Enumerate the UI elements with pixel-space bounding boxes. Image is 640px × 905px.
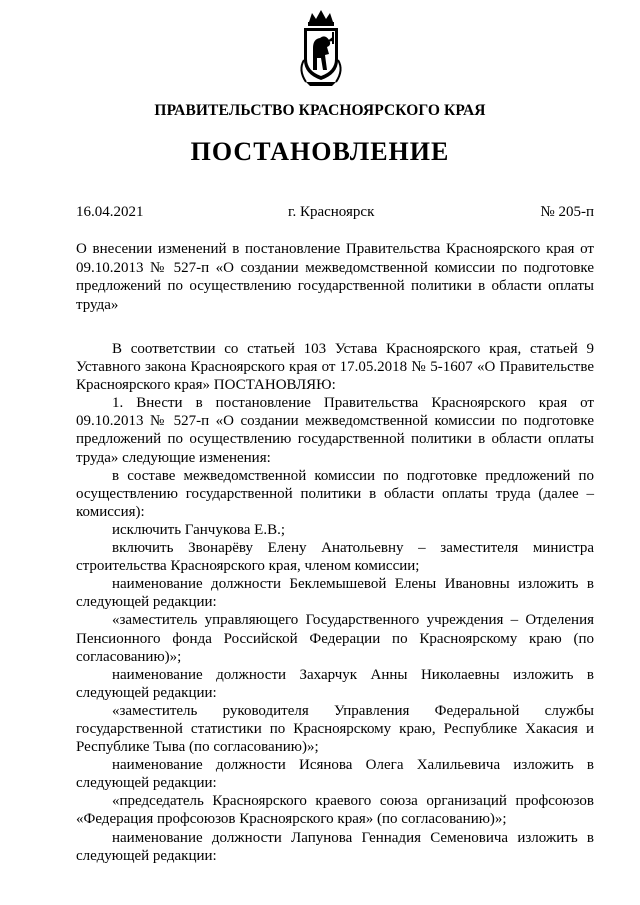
paragraph: «заместитель руководителя Управления Федеральной службы государственной статистики по Красноярскому краю, Республике Хакасия и Республике Тыва (по согласованию)»; [76, 702, 594, 756]
paragraph: «заместитель управляющего Государственного учреждения – Отделения Пенсионного фонда Российской Федерации по Красноярскому краю (по согласованию)»; [76, 612, 594, 665]
paragraph: наименование должности Беклемышевой Елены Ивановны изложить в следующей редакции: [76, 576, 594, 611]
paragraph: наименование должности Лапунова Геннадия Семеновича изложить в следующей редакции: [76, 829, 594, 864]
paragraph: в составе межведомственной комиссии по подготовке предложений по осуществлению государственной политики в области оплаты труда (далее – комиссия): [76, 467, 594, 520]
paragraph: исключить Ганчукова Е.В.; [112, 521, 285, 538]
paragraph: наименование должности Захарчук Анны Николаевны изложить в следующей редакции: [76, 666, 594, 701]
document-subject: О внесении изменений в постановление Правительства Красноярского края от 09.10.2013 № 527-п «О создании межведомственной комиссии по подготовке предложений по осуществлению государственной политики в области оплаты труда» [76, 241, 594, 313]
document-number: № 205-п [540, 204, 594, 220]
paragraph: «председатель Красноярского краевого союза организаций профсоюзов «Федерация профсоюзов Красноярского края» (по согласованию)»; [76, 793, 594, 828]
paragraph: 1. Внести в постановление Правительства Красноярского края от 09.10.2013 № 527-п «О создании межведомственной комиссии по подготовке предложений по осуществлению государственной политики в области оплаты труда» следующие изменения: [76, 395, 594, 466]
document-date: 16.04.2021 [76, 204, 144, 220]
document-type-title: ПОСТАНОВЛЕНИЕ [190, 137, 450, 166]
document-body [76, 340, 594, 865]
government-name: ПРАВИТЕЛЬСТВО КРАСНОЯРСКОГО КРАЯ [154, 102, 486, 119]
coat-of-arms-emblem-icon [296, 8, 346, 88]
document-meta-line [76, 204, 594, 224]
paragraph: включить Звонарёву Елену Анатольевну – заместителя министра строительства Красноярского края, членом комиссии; [76, 540, 594, 575]
paragraph: В соответствии со статьей 103 Устава Красноярского края, статьей 9 Уставного закона Красноярского края от 17.05.2018 № 5-1607 «О Правительстве Красноярского края» ПОСТАНОВЛЯЮ: [76, 341, 594, 394]
paragraph: наименование должности Исянова Олега Халильевича изложить в следующей редакции: [76, 757, 594, 792]
document-city: г. Красноярск [288, 204, 375, 220]
